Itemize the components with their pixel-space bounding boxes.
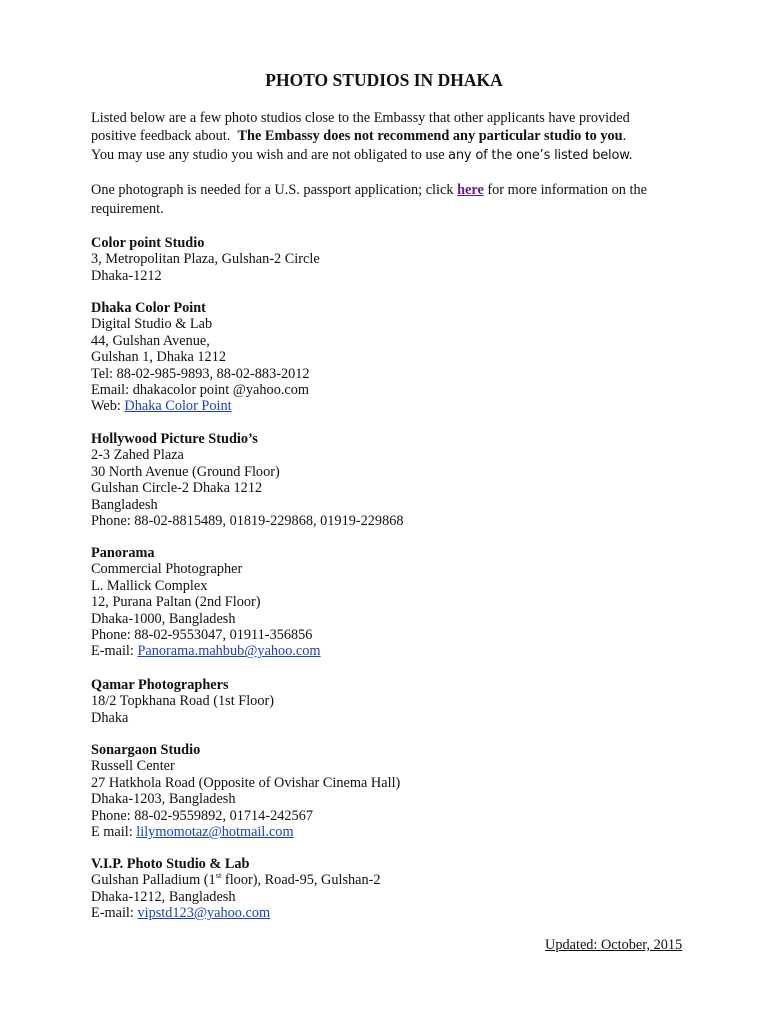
studio-address-line: L. Mallick Complex <box>91 577 208 594</box>
studio-name: Hollywood Picture Studio’s <box>91 431 258 447</box>
studio-address-line: Dhaka-1000, Bangladesh <box>91 610 236 627</box>
studio-address-line: Bangladesh <box>91 496 158 513</box>
page-title: PHOTO STUDIOS IN DHAKA <box>265 70 503 90</box>
intro-line-3-tail: any of the one’s listed below. <box>448 147 633 163</box>
studio-web <box>91 398 691 414</box>
intro-line-2 <box>91 127 691 145</box>
studio-address-line: Digital Studio & Lab <box>91 316 213 333</box>
studio-address-line: 44, Gulshan Avenue, <box>91 332 210 349</box>
studio-address-line: Russell Center <box>91 758 175 775</box>
passport-line-2: requirement. <box>91 200 164 217</box>
studio-email <box>91 824 691 840</box>
studio-address-line: 3, Metropolitan Plaza, Gulshan-2 Circle <box>91 251 320 268</box>
sonargaon-email-link[interactable]: lilymomotaz@hotmail.com <box>136 824 294 841</box>
studio-address-line: Dhaka-1212, Bangladesh <box>91 888 236 905</box>
address-text: Gulshan Palladium (1 <box>91 872 216 889</box>
studio-entry <box>91 677 691 726</box>
studio-entry <box>91 856 691 922</box>
studio-name: Sonargaon Studio <box>91 742 201 758</box>
passport-line-1 <box>91 181 691 200</box>
passport-text-post: for more information on the <box>483 182 647 198</box>
studio-email <box>91 643 691 659</box>
ordinal-suffix: st <box>215 869 222 880</box>
vip-email-link[interactable]: vipstd123@yahoo.com <box>137 905 271 922</box>
studio-address-line: 2-3 Zahed Plaza <box>91 447 184 464</box>
intro-line-3 <box>91 146 691 165</box>
studio-entry <box>91 545 691 660</box>
studio-phone: Phone: 88-02-9553047, 01911-356856 <box>91 627 313 644</box>
studio-phone: Tel: 88-02-985-9893, 88-02-883-2012 <box>91 365 310 382</box>
studio-name: Color point Studio <box>91 235 205 251</box>
embassy-disclaimer: The Embassy does not recommend any particular studio to you <box>237 128 623 145</box>
intro-line-3-text: You may use any studio you wish and are not obligated to use <box>91 146 449 163</box>
studio-address-line: 27 Hatkhola Road (Opposite of Ovishar Cinema Hall) <box>91 774 401 791</box>
studio-name: Panorama <box>91 545 155 561</box>
updated-date: Updated: October, 2015 <box>545 937 683 953</box>
email-label: E-mail: <box>91 905 138 922</box>
passport-text-pre: One photograph is needed for a U.S. passport application; click <box>91 182 458 198</box>
studio-address-line <box>91 869 691 889</box>
address-text: floor), Road-95, Gulshan-2 <box>221 872 381 889</box>
studio-email: Email: dhakacolor point @yahoo.com <box>91 382 310 399</box>
studio-phone: Phone: 88-02-9559892, 01714-242567 <box>91 807 313 824</box>
web-label: Web: <box>91 398 125 415</box>
email-label: E-mail: <box>91 643 138 660</box>
passport-paragraph <box>91 181 691 219</box>
studio-address-line: Gulshan 1, Dhaka 1212 <box>91 349 227 366</box>
studio-address-line: 12, Purana Paltan (2nd Floor) <box>91 594 261 611</box>
intro-line-1: Listed below are a few photo studios close to the Embassy that other applicants have provided <box>91 110 630 126</box>
panorama-email-link[interactable]: Panorama.mahbub@yahoo.com <box>137 643 321 660</box>
studio-address-line: 30 North Avenue (Ground Floor) <box>91 463 280 480</box>
studio-entry <box>91 235 691 284</box>
intro-paragraph <box>91 109 691 165</box>
studio-address-line: Commercial Photographer <box>91 561 243 578</box>
studio-email <box>91 905 691 921</box>
studio-name: Qamar Photographers <box>91 677 229 693</box>
here-link[interactable]: here <box>457 182 484 198</box>
studio-entry <box>91 742 691 840</box>
intro-line-2-text: positive feedback about. <box>91 128 238 145</box>
studio-phone: Phone: 88-02-8815489, 01819-229868, 01919-229868 <box>91 513 404 530</box>
studio-address-line: Dhaka <box>91 709 129 726</box>
studio-address-line: Dhaka-1212 <box>91 267 162 284</box>
studio-name: V.I.P. Photo Studio & Lab <box>91 856 250 872</box>
studio-address-line: 18/2 Topkhana Road (1st Floor) <box>91 693 274 710</box>
studio-address-line: Gulshan Circle-2 Dhaka 1212 <box>91 480 263 497</box>
studio-entry <box>91 300 691 415</box>
intro-line-2-period: . <box>622 128 627 145</box>
studio-address-line: Dhaka-1203, Bangladesh <box>91 791 236 808</box>
studio-entry <box>91 431 691 529</box>
dhaka-color-point-link[interactable]: Dhaka Color Point <box>124 398 232 415</box>
studio-name: Dhaka Color Point <box>91 300 206 316</box>
email-label: E mail: <box>91 824 137 841</box>
